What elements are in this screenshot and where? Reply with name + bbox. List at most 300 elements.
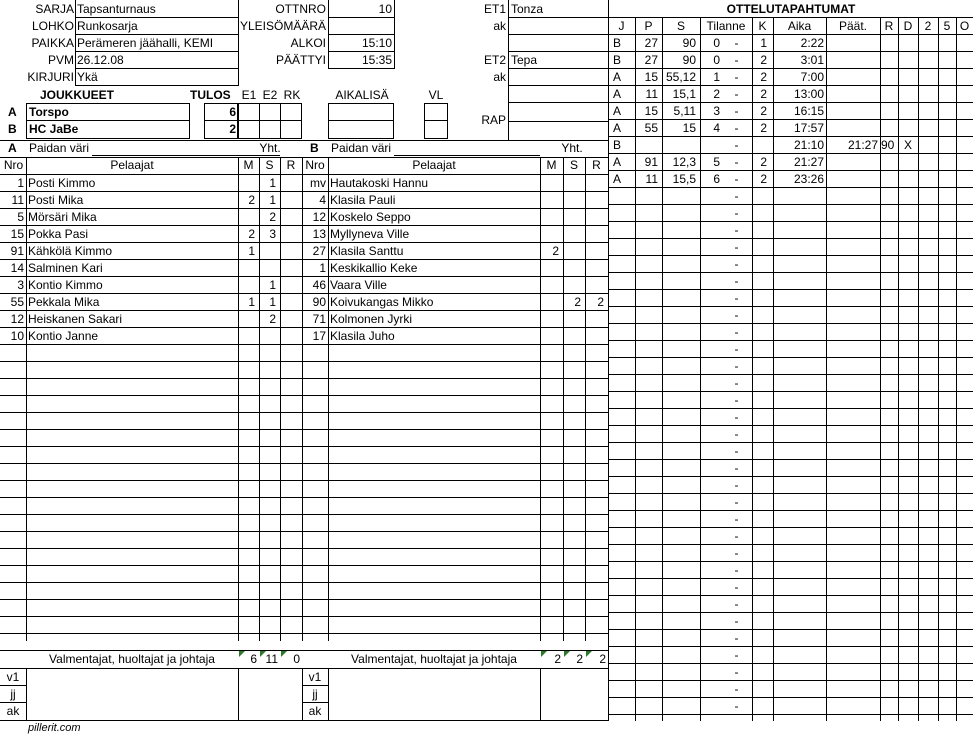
- label-paikka: PAIKKA: [31, 36, 74, 50]
- paidan-vari-a: Paidan väri: [29, 141, 90, 155]
- team-a-r: [280, 260, 298, 277]
- yht-b: Yht.: [561, 141, 583, 155]
- period-box: [238, 103, 302, 139]
- event-d: [898, 86, 918, 103]
- team-b-letter: B: [8, 122, 17, 136]
- event-assist: 15,5: [672, 172, 696, 186]
- label-lohko: LOHKO: [31, 19, 74, 33]
- team-b-player-name[interactable]: Hautakoski Hannu: [330, 176, 429, 190]
- team-a-player-name[interactable]: Posti Kimmo: [28, 176, 96, 190]
- team-a-m: [238, 260, 255, 277]
- event-dash: -: [734, 529, 739, 543]
- event-r: [881, 120, 897, 137]
- aikalisa-box: [328, 103, 394, 139]
- event-time: 21:10: [793, 138, 824, 152]
- s-b: S: [569, 158, 578, 172]
- event-r: [881, 103, 897, 120]
- grid-line: [508, 121, 608, 122]
- team-b-s: 2: [574, 295, 581, 309]
- team-a-r: [280, 192, 298, 209]
- field-sarja[interactable]: Tapsanturnaus: [77, 2, 156, 16]
- event-score-b: 2: [760, 53, 767, 67]
- team-a-m: 1: [248, 295, 255, 309]
- event-time: 13:00: [793, 87, 824, 101]
- team-b-player-name[interactable]: Kolmonen Jyrki: [330, 312, 413, 326]
- team-a-m: 2: [248, 193, 255, 207]
- team-b-s: [563, 226, 581, 243]
- nro-b: Nro: [305, 158, 325, 172]
- total-b-m: 2: [554, 652, 561, 666]
- grid-line: [328, 17, 394, 18]
- events-header-s: S: [676, 19, 685, 33]
- field-kirjuri[interactable]: Ykä: [77, 70, 98, 84]
- official-b-jj: jj: [312, 687, 318, 701]
- grid-line: [508, 0, 509, 140]
- team-a-s: 1: [269, 176, 276, 190]
- team-a-player-name[interactable]: Pekkala Mika: [28, 295, 100, 309]
- event-team: B: [613, 36, 622, 50]
- team-a-player-name[interactable]: Salminen Kari: [28, 261, 103, 275]
- event-team: A: [613, 87, 622, 101]
- team-b-r: [585, 226, 604, 243]
- team-a-s: [259, 260, 276, 277]
- team-b-player-name[interactable]: Koskelo Seppo: [330, 210, 411, 224]
- team-b-s: [563, 243, 581, 260]
- team-a-nro: 5: [17, 210, 24, 224]
- grid-line: [918, 17, 919, 721]
- event-assist: 90: [682, 53, 696, 67]
- r-a: R: [286, 158, 296, 172]
- team-b-m: [540, 294, 559, 311]
- event-dash: -: [734, 36, 739, 50]
- team-a-player-name[interactable]: Mörsäri Mika: [28, 210, 97, 224]
- team-b-nro: mv: [310, 176, 326, 190]
- team-a-player-name[interactable]: Kontio Janne: [28, 329, 99, 343]
- grid-line: [75, 51, 238, 52]
- event-r: [881, 171, 897, 188]
- team-a-nro: 1: [17, 176, 24, 190]
- event-end-time: 21:27: [847, 138, 878, 152]
- team-a-r: [280, 209, 298, 226]
- event-r: [881, 69, 897, 86]
- team-a-s: 1: [269, 295, 276, 309]
- team-b-r: [585, 311, 604, 328]
- team-b-r: [585, 192, 604, 209]
- event-scorer: 55: [644, 121, 658, 135]
- event-end-time: [826, 120, 878, 137]
- team-a-letter: A: [8, 105, 17, 119]
- team-a-r: [280, 294, 298, 311]
- events-header-c2: 2: [924, 19, 932, 33]
- events-title: OTTELUTAPAHTUMAT: [726, 2, 856, 16]
- event-score-b: 2: [760, 121, 767, 135]
- event-dash: -: [734, 495, 739, 509]
- grid-line: [0, 702, 26, 703]
- comment-marker: [260, 651, 266, 657]
- event-end-time: [826, 69, 878, 86]
- field-paikka[interactable]: Perämeren jäähalli, KEMI: [77, 36, 214, 50]
- event-team: B: [613, 53, 622, 67]
- event-time: 23:26: [793, 172, 824, 186]
- team-a-player-name[interactable]: Kontio Kimmo: [28, 278, 103, 292]
- grid-line: [280, 103, 281, 139]
- s-a: S: [265, 158, 274, 172]
- event-assist: 15,1: [672, 87, 696, 101]
- total-a-m: 6: [250, 652, 257, 666]
- event-scorer: 11: [645, 172, 658, 186]
- pelaajat-a: Pelaajat: [110, 158, 154, 172]
- team-b-nro: 27: [312, 244, 326, 258]
- roster-row-line: [0, 497, 608, 498]
- grid-line: [328, 34, 394, 35]
- events-header-tilanne: Tilanne: [706, 19, 746, 33]
- event-d: [898, 154, 918, 171]
- team-b-nro: 12: [312, 210, 326, 224]
- event-dash: -: [734, 427, 739, 441]
- event-end-time: [826, 35, 878, 52]
- event-dash: -: [734, 580, 739, 594]
- team-b-m: [540, 311, 559, 328]
- event-dash: -: [734, 563, 739, 577]
- event-dash: -: [734, 597, 739, 611]
- grid-line: [75, 17, 238, 18]
- official-a-ak: ak: [6, 704, 20, 718]
- grid-line: [75, 85, 238, 86]
- event-team: A: [613, 172, 622, 186]
- team-b-nro: 17: [312, 329, 326, 343]
- event-dash: -: [734, 631, 739, 645]
- event-score-b: 2: [760, 70, 767, 84]
- team-b-player-name[interactable]: Klasila Juho: [330, 329, 395, 343]
- events-header-d: D: [903, 19, 913, 33]
- event-score-b: 2: [760, 104, 767, 118]
- grid-line: [328, 668, 329, 721]
- r-b: R: [592, 158, 601, 172]
- label-paattyi: PÄÄTTYI: [275, 53, 326, 67]
- team-b-r: [585, 277, 604, 294]
- event-dash: -: [734, 155, 739, 169]
- event-d: [898, 69, 918, 86]
- event-dash: -: [734, 87, 739, 101]
- event-scorer: 91: [644, 155, 658, 169]
- team-b-m: [540, 209, 559, 226]
- team-b-player-name[interactable]: Klasila Pauli: [330, 193, 396, 207]
- team-b-r: [585, 260, 604, 277]
- team-b-s: [563, 260, 581, 277]
- team-b-m: [540, 226, 559, 243]
- official-b-v1: v1: [308, 670, 322, 684]
- event-r: 90: [881, 138, 895, 152]
- event-score-a: 1: [713, 70, 720, 84]
- grid-line: [259, 103, 260, 139]
- events-header-paat: Päät.: [838, 19, 868, 33]
- team-a-nro: 15: [10, 227, 24, 241]
- team-b-s: [563, 209, 581, 226]
- label-ak2: ak: [493, 70, 506, 84]
- team-b-r: [585, 209, 604, 226]
- roster-row-line: [0, 548, 608, 549]
- team-b-player-name[interactable]: Klasila Santtu: [330, 244, 404, 258]
- label-alkoi: ALKOI: [290, 36, 326, 50]
- label-yleiso: YLEISÖMÄÄRÄ: [240, 19, 326, 33]
- event-d: [898, 171, 918, 188]
- team-name-box: [26, 103, 190, 139]
- event-team: A: [613, 121, 622, 135]
- team-a-s: 3: [269, 227, 276, 241]
- field-paattyi[interactable]: 15:35: [361, 53, 392, 67]
- event-time: 21:27: [793, 155, 824, 169]
- event-end-time: [826, 171, 878, 188]
- event-assist: 15: [682, 121, 696, 135]
- team-a-m: [238, 209, 255, 226]
- event-dash: -: [734, 206, 739, 220]
- event-time: 3:01: [800, 53, 824, 67]
- grid-line: [0, 685, 26, 686]
- team-a-nro: 14: [10, 261, 24, 275]
- event-dash: -: [734, 104, 739, 118]
- team-b-m: [540, 192, 559, 209]
- joukkueet-label: JOUKKUEET: [40, 88, 115, 102]
- grid-line: [328, 51, 394, 52]
- team-a-m: [238, 175, 255, 192]
- event-scorer: 27: [644, 36, 658, 50]
- team-a-nro: 11: [11, 193, 24, 207]
- score-a[interactable]: 6: [229, 105, 236, 119]
- field-ottnro[interactable]: 10: [378, 2, 392, 16]
- field-et2[interactable]: Tepa: [511, 53, 538, 67]
- grid-line: [238, 120, 302, 121]
- roster-row-line: [0, 395, 608, 396]
- team-b-player-name[interactable]: Myllyneva Ville: [330, 227, 410, 241]
- team-a-r: [280, 277, 298, 294]
- grid-line: [0, 157, 608, 158]
- team-a-name[interactable]: Torspo: [29, 105, 69, 119]
- grid-line: [238, 0, 239, 86]
- m-b: M: [546, 158, 557, 172]
- team-a-player-name[interactable]: Pokka Pasi: [28, 227, 89, 241]
- label-ak1: ak: [493, 19, 506, 33]
- event-dash: -: [734, 682, 739, 696]
- event-dash: -: [734, 393, 739, 407]
- grid-line: [302, 702, 328, 703]
- team-a-m: [238, 328, 255, 345]
- event-time: 7:00: [800, 70, 824, 84]
- team-a-nro: 10: [10, 329, 24, 343]
- coaches-b: Valmentajat, huoltajat ja johtaja: [351, 652, 517, 666]
- roster-row-line: [0, 463, 608, 464]
- paidan-vari-b: Paidan väri: [331, 141, 392, 155]
- team-a-player-name[interactable]: Heiskanen Sakari: [28, 312, 123, 326]
- team-b-nro: 90: [312, 295, 326, 309]
- grid-line: [26, 120, 190, 121]
- team-b-name[interactable]: HC JaBe: [29, 122, 79, 136]
- comment-marker: [541, 651, 547, 657]
- comment-marker: [239, 651, 245, 657]
- team-a-nro: 3: [17, 278, 24, 292]
- label-pvm: PVM: [47, 53, 74, 67]
- event-end-time: [826, 154, 878, 171]
- total-a-s: 11: [265, 652, 278, 666]
- team-b-m: [540, 328, 559, 345]
- grid-line: [956, 17, 957, 721]
- event-score-a: 0: [713, 36, 720, 50]
- roster-row-line: [0, 616, 608, 617]
- team-b-r: [585, 175, 604, 192]
- event-dash: -: [734, 274, 739, 288]
- grid-line: [302, 668, 303, 721]
- grid-line: [75, 0, 76, 86]
- comment-marker: [586, 651, 592, 657]
- event-dash: -: [734, 121, 739, 135]
- official-a-jj: jj: [10, 687, 16, 701]
- field-pvm[interactable]: 26.12.08: [77, 53, 124, 67]
- event-dash: -: [734, 648, 739, 662]
- event-dash: -: [734, 223, 739, 237]
- total-a-r: 0: [293, 652, 300, 666]
- event-score-b: 1: [760, 36, 767, 50]
- roster-row-line: [0, 531, 608, 532]
- total-b-r: 2: [599, 652, 606, 666]
- event-score-b: 2: [760, 172, 767, 186]
- team-a-r: [280, 175, 298, 192]
- event-assist: [662, 137, 696, 154]
- grid-line: [238, 668, 239, 721]
- event-dash: -: [734, 546, 739, 560]
- grid-line: [328, 157, 329, 641]
- team-b-nro: 71: [312, 312, 326, 326]
- event-dash: -: [734, 614, 739, 628]
- roster-row-line: [0, 480, 608, 481]
- e1-label: E1: [241, 88, 257, 102]
- event-dash: -: [734, 699, 739, 713]
- field-alkoi[interactable]: 15:10: [361, 36, 392, 50]
- grid-line: [204, 120, 238, 121]
- nro-a: Nro: [3, 158, 24, 172]
- team-b-nro: 4: [319, 193, 326, 207]
- event-dash: -: [734, 138, 739, 152]
- rk-label: RK: [283, 88, 301, 102]
- team-a-s: 1: [269, 193, 276, 207]
- roster-row-line: [0, 514, 608, 515]
- event-dash: -: [734, 410, 739, 424]
- team-b-s: [563, 311, 581, 328]
- total-b-s: 2: [576, 652, 583, 666]
- grid-line: [394, 0, 395, 69]
- footer-site[interactable]: pillerit.com: [28, 722, 81, 734]
- team-b-player-name[interactable]: Vaara Ville: [330, 278, 387, 292]
- field-yleiso[interactable]: [330, 18, 392, 35]
- team-a-nro: 12: [10, 312, 24, 326]
- roster-row-line: [0, 446, 608, 447]
- grid-line: [508, 51, 608, 52]
- team-b-player-name[interactable]: Keskikallio Keke: [330, 261, 418, 275]
- roster-b-letter: B: [310, 141, 319, 155]
- event-d: [898, 120, 918, 137]
- event-dash: -: [734, 359, 739, 373]
- event-dash: -: [734, 342, 739, 356]
- roster-row-line: [0, 565, 608, 566]
- label-sarja: SARJA: [35, 2, 74, 16]
- grid-line: [92, 155, 280, 156]
- event-d: [898, 103, 918, 120]
- event-end-time: [826, 103, 878, 120]
- event-assist: 55,12: [665, 70, 696, 84]
- event-dash: -: [734, 172, 739, 186]
- team-a-s: [259, 328, 276, 345]
- event-dash: -: [734, 291, 739, 305]
- grid-line: [75, 34, 238, 35]
- event-score-b: 2: [760, 87, 767, 101]
- event-score-a: 4: [713, 121, 720, 135]
- field-et1[interactable]: Tonza: [511, 2, 544, 16]
- event-team: A: [613, 104, 622, 118]
- events-header-j: J: [618, 19, 625, 33]
- event-dash: -: [734, 53, 739, 67]
- m-a: M: [243, 158, 254, 172]
- event-assist: 5,11: [673, 104, 696, 118]
- events-header-c5: 5: [943, 19, 951, 33]
- team-a-s: 2: [269, 210, 276, 224]
- event-d: X: [903, 138, 912, 152]
- event-team: A: [613, 70, 622, 84]
- grid-line: [26, 157, 27, 641]
- grid-line: [508, 17, 608, 18]
- event-time: 2:22: [800, 36, 824, 50]
- grid-line: [508, 34, 608, 35]
- team-b-s: [563, 175, 581, 192]
- label-rap: RAP: [481, 113, 506, 127]
- team-b-s: [563, 328, 581, 345]
- team-a-player-name[interactable]: Kähkölä Kimmo: [28, 244, 113, 258]
- team-a-m: [238, 277, 255, 294]
- grid-line: [508, 68, 608, 69]
- event-end-time: [826, 86, 878, 103]
- roster-row-line: [0, 412, 608, 413]
- aikalisa-label: AIKALISÄ: [335, 88, 389, 102]
- event-dash: -: [734, 189, 739, 203]
- grid-line: [26, 668, 27, 721]
- team-b-m: [540, 260, 559, 277]
- team-a-nro: 55: [10, 295, 24, 309]
- event-scorer: [635, 137, 658, 154]
- event-d: [898, 52, 918, 69]
- vl-box: [424, 103, 448, 139]
- score-b[interactable]: 2: [229, 122, 236, 136]
- grid-line: [328, 68, 394, 69]
- team-b-r: [585, 328, 604, 345]
- event-scorer: 27: [644, 53, 658, 67]
- event-r: [881, 86, 897, 103]
- e2-label: E2: [262, 88, 278, 102]
- team-b-player-name[interactable]: Koivukangas Mikko: [330, 295, 434, 309]
- events-header-k: K: [758, 19, 767, 33]
- event-assist: 90: [682, 36, 696, 50]
- team-a-player-name[interactable]: Posti Mika: [28, 193, 84, 207]
- event-dash: -: [734, 325, 739, 339]
- roster-row-line: [0, 599, 608, 600]
- roster-row-line: [0, 378, 608, 379]
- team-b-nro: 1: [319, 261, 326, 275]
- team-b-nro: 46: [312, 278, 326, 292]
- event-end-time: [826, 52, 878, 69]
- event-dash: -: [734, 444, 739, 458]
- field-lohko[interactable]: Runkosarja: [77, 19, 138, 33]
- event-dash: -: [734, 478, 739, 492]
- events-header-aika: Aika: [787, 19, 812, 33]
- event-dash: -: [734, 512, 739, 526]
- team-b-m: [540, 175, 559, 192]
- official-b-ak: ak: [308, 704, 322, 718]
